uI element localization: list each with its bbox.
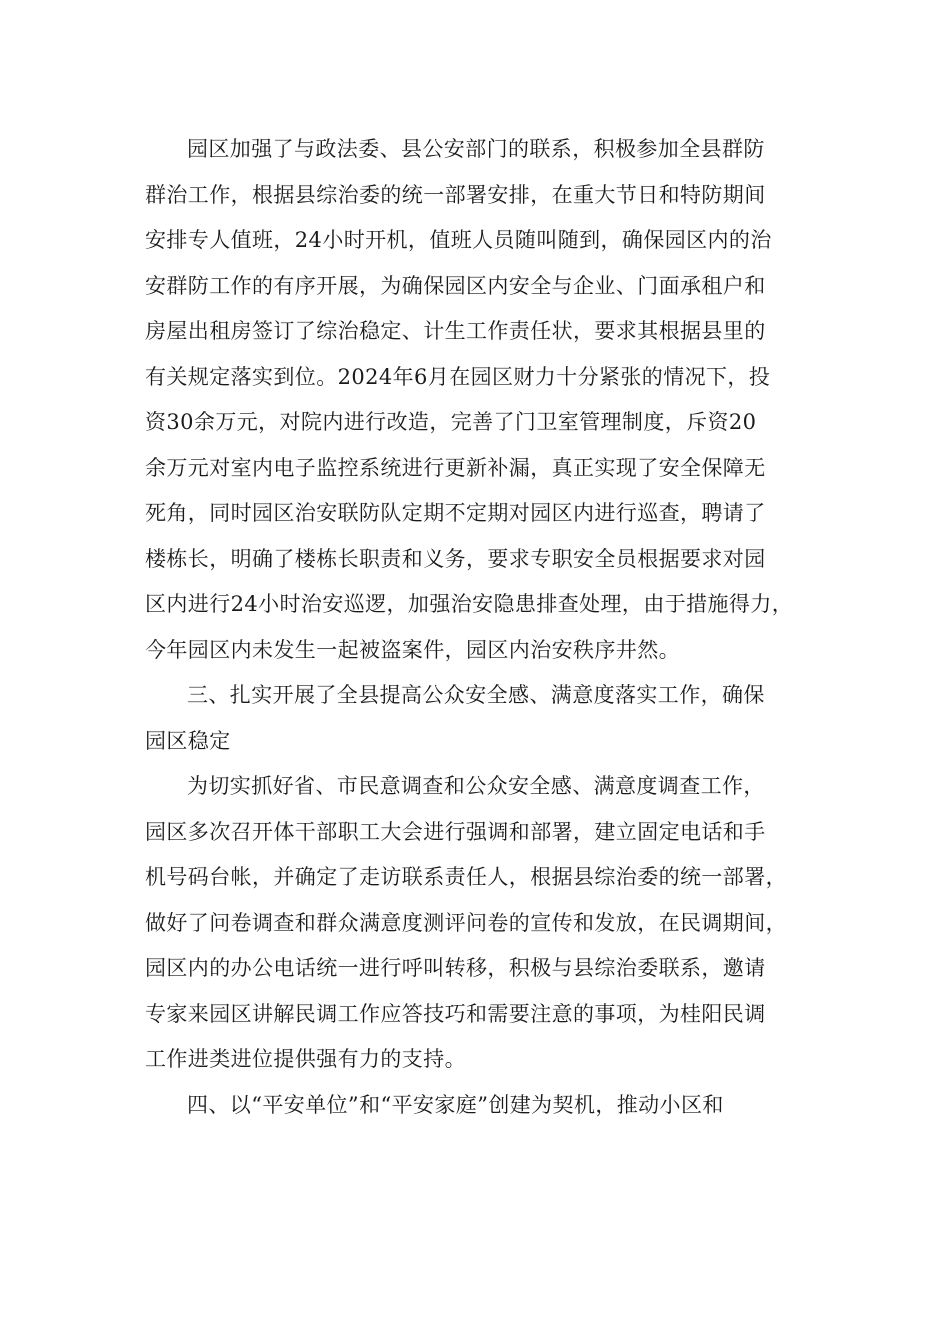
document-body <box>145 127 815 1128</box>
text-line: 工作进类进位提供强有力的支持。 <box>145 1047 466 1071</box>
section-heading-four <box>145 1083 815 1129</box>
text-line: 区内进行24小时治安巡逻，加强治安隐患排查处理，由于措施得力， <box>145 592 794 616</box>
text-line: 园区加强了与政法委、县公安部门的联系，积极参加全县群防 <box>187 137 765 161</box>
text-line: 资30余万元，对院内进行改造，完善了门卫室管理制度，斥资20 <box>145 410 757 434</box>
paragraph-security-cooperation <box>145 127 815 673</box>
text-line: 为切实抓好省、市民意调查和公众安全感、满意度调查工作， <box>187 774 765 798</box>
text-line: 群治工作，根据县综治委的统一部署安排，在重大节日和特防期间 <box>145 182 766 207</box>
text-line: 园区多次召开体干部职工大会进行强调和部署，建立固定电话和手 <box>145 819 766 844</box>
text-line: 房屋出租房签订了综治稳定、计生工作责任状，要求其根据县里的 <box>145 319 766 343</box>
text-line: 余万元对室内电子监控系统进行更新补漏，真正实现了安全保障无 <box>145 455 766 480</box>
text-line: 园区稳定 <box>145 728 231 753</box>
text-line: 安群防工作的有序开展，为确保园区内安全与企业、门面承租户和 <box>145 273 766 298</box>
section-heading-three <box>145 673 815 764</box>
text-line: 三、扎实开展了全县提高公众安全感、满意度落实工作，确保 <box>187 683 765 707</box>
text-line: 有关规定落实到位。2024年6月在园区财力十分紧张的情况下，投 <box>145 364 771 389</box>
text-line: 安排专人值班，24小时开机，值班人员随叫随到，确保园区内的治 <box>145 228 772 252</box>
text-line: 楼栋长，明确了楼栋长职责和义务，要求专职安全员根据要求对园 <box>145 546 766 571</box>
text-line: 园区内的办公电话统一进行呼叫转移，积极与县综治委联系，邀请 <box>145 956 766 980</box>
text-line: 四、以“平安单位”和“平安家庭”创建为契机，推动小区和 <box>187 1092 724 1117</box>
text-line: 今年园区内未发生一起被盗案件，园区内治安秩序井然。 <box>145 637 680 662</box>
paragraph-survey-work <box>145 764 815 1083</box>
text-line: 机号码台帐，并确定了走访联系责任人，根据县综治委的统一部署， <box>145 865 787 889</box>
text-line: 死角，同时园区治安联防队定期不定期对园区内进行巡查，聘请了 <box>145 501 766 525</box>
text-line: 做好了问卷调查和群众满意度测评问卷的宣传和发放，在民调期间， <box>145 910 787 935</box>
text-line: 专家来园区讲解民调工作应答技巧和需要注意的事项，为桂阳民调 <box>145 1001 766 1026</box>
